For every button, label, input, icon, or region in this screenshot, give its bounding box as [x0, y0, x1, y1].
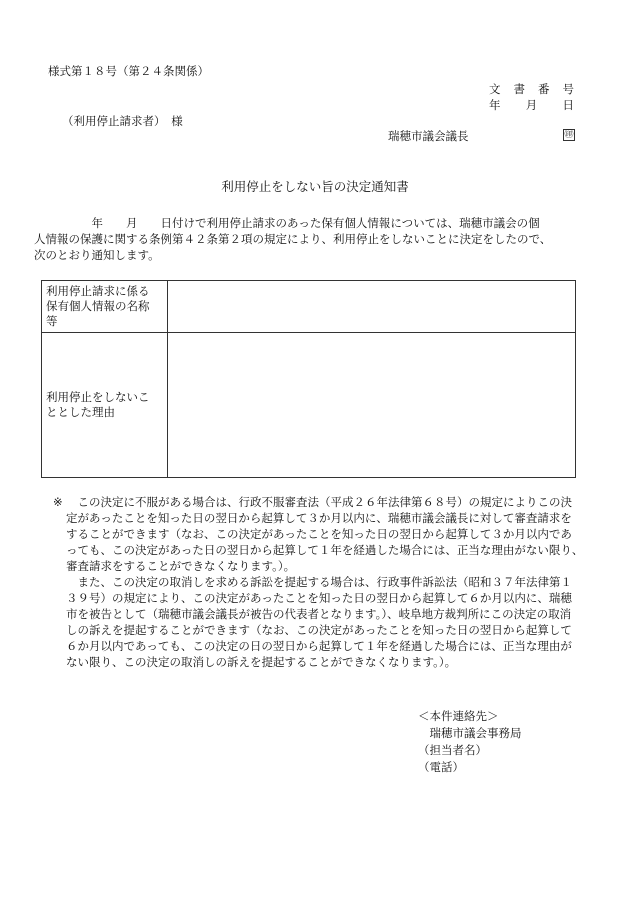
- doc-no-char: 号: [562, 82, 574, 96]
- seal-mark: ㊞: [564, 130, 574, 140]
- document-date-label: [489, 97, 574, 113]
- info-name-label: [42, 281, 168, 333]
- intro-line: 年 月 日付けで利用停止請求のあった保有個人情報については、瑞穂市議会の個: [34, 216, 540, 230]
- intro-line: 人情報の保護に関する条例第４２条第２項の規定により、利用停止をしないことに決定をしたので、: [34, 232, 552, 246]
- info-name-value: [168, 281, 576, 333]
- recipient: （利用停止請求者） 様: [62, 114, 183, 128]
- note-line: ６か月以内であっても、この決定の日の翌日から起算して１年を経過した場合には、正当な理由が: [66, 639, 572, 653]
- document-number-label: [489, 81, 574, 97]
- date-month: 月: [525, 98, 538, 112]
- doc-no-char: 書: [513, 82, 525, 96]
- intro-paragraph: [34, 215, 619, 263]
- intro-line: 次のとおり通知します。: [34, 248, 160, 262]
- note-line: することができます（なお、この決定があったことを知った日の翌日から起算して３か月以内であ: [66, 527, 572, 541]
- label-line: 利用停止請求に係る: [46, 284, 150, 298]
- date-year: 年: [489, 98, 501, 112]
- note-line: また、この決定の取消しを求める訴訟を提起する場合は、行政事件訴訟法（昭和３７年法律第１: [66, 575, 572, 589]
- doc-no-char: 番: [538, 82, 550, 96]
- contact-heading: ＜本件連絡先＞: [418, 709, 499, 723]
- form-number: 様式第１８号（第２４条関係）: [48, 64, 209, 78]
- label-line: 等: [46, 314, 58, 328]
- note-line: この決定に不服がある場合は、行政不服審査法（平成２６年法律第６８号）の規定によりこの決: [66, 495, 572, 509]
- contact-office: 瑞穂市議会事務局: [418, 726, 522, 740]
- note-line: っても、この決定があった日の翌日から起算して１年を経過した場合には、正当な理由がない限り、: [66, 543, 584, 557]
- note-line: ３９号）の規定により、この決定があったことを知った日の翌日から起算して６か月以内に、瑞穂: [66, 591, 572, 605]
- table-row-reason: [42, 333, 576, 478]
- label-line: 利用停止をしないこ: [46, 390, 150, 404]
- contact-block: [418, 708, 522, 776]
- table-row-info-name: [42, 281, 576, 333]
- label-line: 保有個人情報の名称: [46, 299, 150, 313]
- note-line: 定があったことを知った日の翌日から起算して３か月以内に、瑞穂市議会議長に対して審査請求を: [66, 511, 572, 525]
- note-line: 審査請求をすることができなくなります。）。: [66, 559, 296, 573]
- note-line: ない限り、この決定の取消しの訴えを提起することができなくなります。）。: [66, 655, 457, 669]
- info-table: [41, 280, 576, 478]
- appeal-notice: [53, 494, 598, 670]
- note-mark: ※: [53, 495, 63, 509]
- date-day: 日: [562, 98, 574, 112]
- reason-value: [168, 333, 576, 478]
- doc-no-char: 文: [489, 82, 501, 96]
- label-line: ととした理由: [46, 405, 115, 419]
- contact-person: （担当者名）: [418, 743, 487, 757]
- issuer: 瑞穂市議会議長: [388, 129, 469, 143]
- note-body: [53, 494, 598, 670]
- reason-label: [42, 333, 168, 478]
- contact-phone: （電話）: [418, 760, 464, 774]
- note-line: しの訴えを提起することができます（なお、この決定があったことを知った日の翌日から起算して: [66, 623, 572, 637]
- document-title: 利用停止をしない旨の決定通知書: [221, 179, 409, 194]
- note-line: 市を被告として（瑞穂市議会議長が被告の代表者となります。）、岐阜地方裁判所にこの決定の取消: [66, 607, 572, 621]
